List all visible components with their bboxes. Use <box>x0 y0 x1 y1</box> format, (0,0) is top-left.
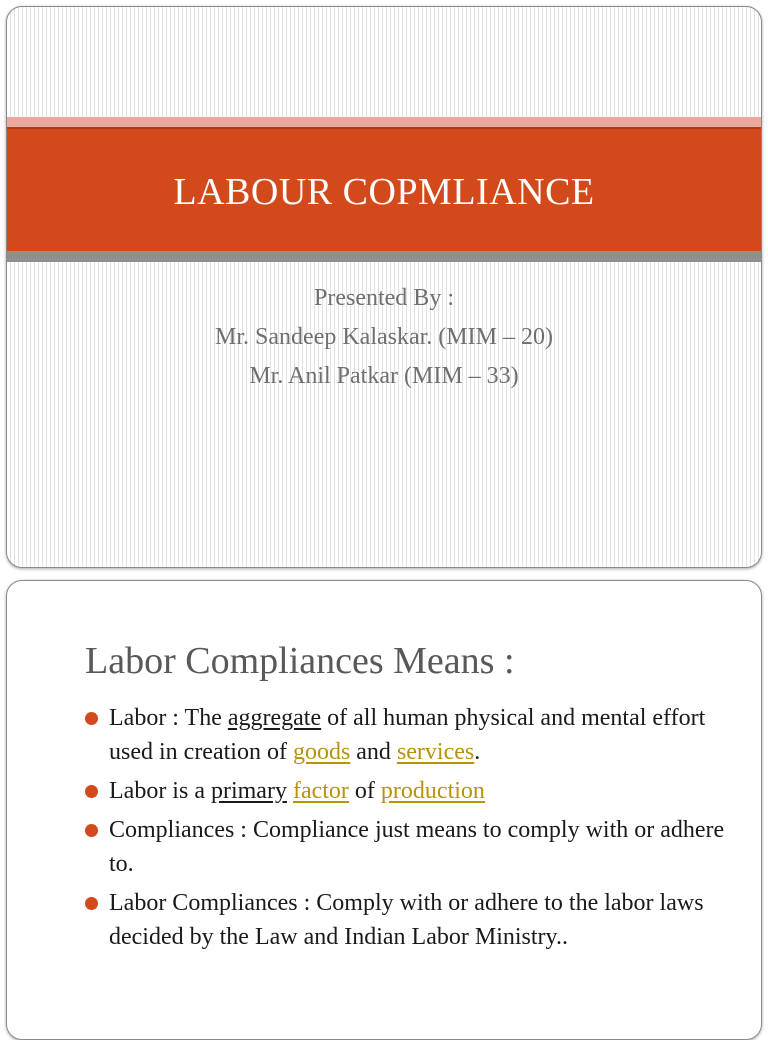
presenters-block <box>7 279 761 396</box>
hyperlink[interactable]: factor <box>292 778 349 804</box>
bullet-item <box>85 886 725 954</box>
bullet-item <box>85 701 725 769</box>
title-band <box>7 127 761 251</box>
bullet-list <box>85 701 725 959</box>
presented-by-label: Presented By : <box>314 285 454 311</box>
bullet-dot-icon <box>85 897 98 910</box>
bullet-text: Labor Compliances : Comply with or adhere to the labor laws decided by the Law and Indian Labor Ministry.. <box>109 890 704 950</box>
bullet-text: . <box>474 739 481 765</box>
bullet-text: of all human physical and mental effort used in creation of <box>109 705 706 765</box>
presenter-name: Mr. Sandeep Kalaskar. (MIM – 20) <box>215 324 553 350</box>
bullet-item <box>85 813 725 881</box>
bullet-text: Labor : The <box>109 705 228 731</box>
underlined-term: aggregate <box>227 705 322 731</box>
slide-heading: Labor Compliances Means : <box>85 640 515 682</box>
bullet-text: of <box>348 778 381 804</box>
hyperlink[interactable]: production <box>380 778 485 804</box>
underlined-term: primary <box>210 778 287 804</box>
bullet-dot-icon <box>85 824 98 837</box>
bullet-item <box>85 774 725 808</box>
hyperlink[interactable]: goods <box>292 739 351 765</box>
presenter-name: Mr. Anil Patkar (MIM – 33) <box>249 363 519 389</box>
hyperlink[interactable]: services <box>396 739 475 765</box>
title-band-bottom-stripe <box>7 251 761 262</box>
title-slide <box>6 6 762 568</box>
bullet-text: Compliances : Compliance just means to comply with or adhere to. <box>109 817 725 877</box>
bullet-dot-icon <box>85 785 98 798</box>
content-slide <box>6 580 762 1040</box>
bullet-text: and <box>350 739 397 765</box>
bullet-text: Labor is a <box>109 778 211 804</box>
title-band-top-stripe <box>7 117 761 127</box>
bullet-dot-icon <box>85 712 98 725</box>
slide-title: LABOUR COPMLIANCE <box>173 171 595 213</box>
